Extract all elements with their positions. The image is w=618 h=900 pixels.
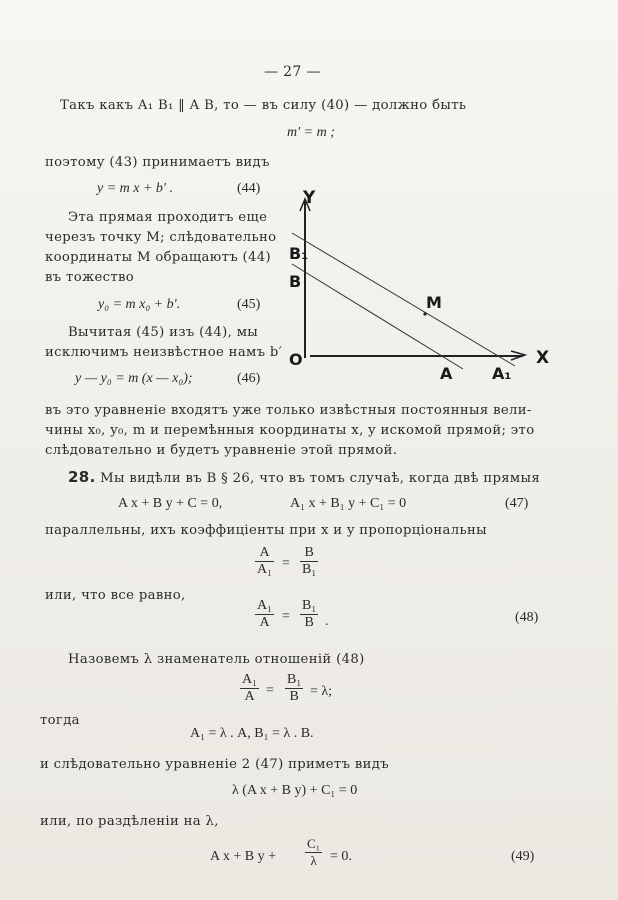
equation-number: (49) bbox=[511, 849, 535, 864]
equation-number: (48) bbox=[515, 610, 539, 625]
equation-number: (45) bbox=[237, 297, 261, 312]
fraction bbox=[300, 598, 318, 631]
equals-lambda: = λ; bbox=[310, 684, 333, 699]
equals-sign: = bbox=[282, 609, 290, 624]
equation: m′ = m ; bbox=[287, 125, 335, 140]
equation-number: (44) bbox=[237, 181, 261, 196]
section-number: 28. bbox=[68, 468, 96, 486]
denominator: B₁ bbox=[302, 562, 317, 577]
equation-49-right: = 0. bbox=[330, 849, 352, 864]
fraction bbox=[305, 836, 322, 869]
numerator: A₁ bbox=[257, 598, 272, 613]
text-line: Назовемъ λ знаменатель отношеній (48) bbox=[68, 652, 365, 667]
text-line: черезъ точку M; слѣдовательно bbox=[45, 230, 277, 245]
equation-46: y — y₀ = m (x — x₀); bbox=[75, 371, 193, 386]
text-line: или, по раздѣленіи на λ, bbox=[40, 814, 219, 829]
numerator: A bbox=[255, 545, 274, 562]
fraction bbox=[300, 545, 318, 578]
text-line: въ тожество bbox=[45, 270, 135, 285]
period: . bbox=[325, 614, 329, 629]
text-line: слѣдовательно и будетъ уравненіе этой прямой. bbox=[45, 443, 398, 458]
numerator: B₁ bbox=[287, 672, 302, 687]
numerator: B₁ bbox=[302, 598, 317, 613]
equation-49-left: A x + B y + bbox=[210, 849, 276, 864]
line-b1-a1 bbox=[292, 233, 515, 366]
text-line: чины x₀, y₀, m и перемѣнныя координаты x, y искомой прямой; это bbox=[45, 423, 535, 438]
fraction bbox=[240, 672, 259, 705]
equation-47a: A x + B y + C = 0, bbox=[118, 496, 223, 511]
page-number: — 27 — bbox=[264, 64, 321, 80]
origin-label: O bbox=[289, 350, 303, 369]
section-28 bbox=[68, 468, 540, 486]
m-label: M bbox=[426, 293, 442, 312]
denominator: B bbox=[304, 615, 314, 630]
equation-44: y = m x + b′ . bbox=[97, 181, 173, 196]
text-line: или, что все равно, bbox=[45, 588, 186, 603]
equation-45: y₀ = m x₀ + b′. bbox=[98, 297, 181, 312]
numerator: A₁ bbox=[242, 672, 257, 687]
text-line: координаты M обращаютъ (44) bbox=[45, 250, 271, 265]
text-line: Эта прямая проходитъ еще bbox=[68, 210, 268, 225]
y-label: Y bbox=[303, 188, 316, 208]
x-label: X bbox=[536, 348, 550, 368]
a-label: A bbox=[440, 364, 453, 383]
equals-sign: = bbox=[266, 683, 274, 698]
text-line: Вычитая (45) изъ (44), мы bbox=[68, 325, 259, 340]
denominator: A bbox=[244, 689, 255, 704]
equation-number: (46) bbox=[237, 371, 261, 386]
coordinate-figure bbox=[285, 183, 555, 383]
equation-number: (47) bbox=[505, 496, 529, 511]
fraction bbox=[255, 545, 274, 578]
denominator: B bbox=[289, 689, 299, 704]
text-line: исключимъ неизвѣстное намъ b′ bbox=[45, 345, 283, 360]
point-m bbox=[423, 312, 426, 315]
equation-lambda: A₁ = λ . A, B₁ = λ . B. bbox=[190, 726, 314, 741]
line-b-a bbox=[292, 264, 463, 369]
b-label: B bbox=[289, 272, 302, 291]
a1-label: A₁ bbox=[492, 364, 512, 383]
denominator: A bbox=[259, 615, 270, 630]
text-line: въ это уравненіе входятъ уже только извѣстныя постоянныя вели- bbox=[45, 403, 532, 418]
text-line: поэтому (43) принимаетъ видъ bbox=[45, 155, 270, 170]
fraction bbox=[255, 598, 274, 631]
text-line: Такъ какъ A₁ B₁ ‖ A B, то — въ силу (40) — должно быть bbox=[60, 98, 467, 113]
text-line: и слѣдовательно уравненіе 2 (47) приметъ видъ bbox=[40, 757, 389, 772]
fraction bbox=[285, 672, 303, 705]
b1-label: B₁ bbox=[289, 244, 309, 263]
numerator: C₁ bbox=[307, 836, 321, 851]
text-line: тогда bbox=[40, 713, 80, 728]
denominator: λ bbox=[310, 853, 317, 868]
equation-lambda-2: λ (A x + B y) + C₁ = 0 bbox=[232, 783, 358, 798]
equals-sign: = bbox=[282, 556, 290, 571]
text-line: параллельны, ихъ коэффиціенты при x и y пропорціональны bbox=[45, 523, 488, 538]
denominator: A₁ bbox=[257, 562, 272, 577]
equation-47b: A₁ x + B₁ y + C₁ = 0 bbox=[290, 496, 407, 511]
section-text: Мы видѣли въ B § 26, что въ томъ случаѣ, когда двѣ прямыя bbox=[100, 471, 541, 486]
numerator: B bbox=[300, 545, 318, 562]
